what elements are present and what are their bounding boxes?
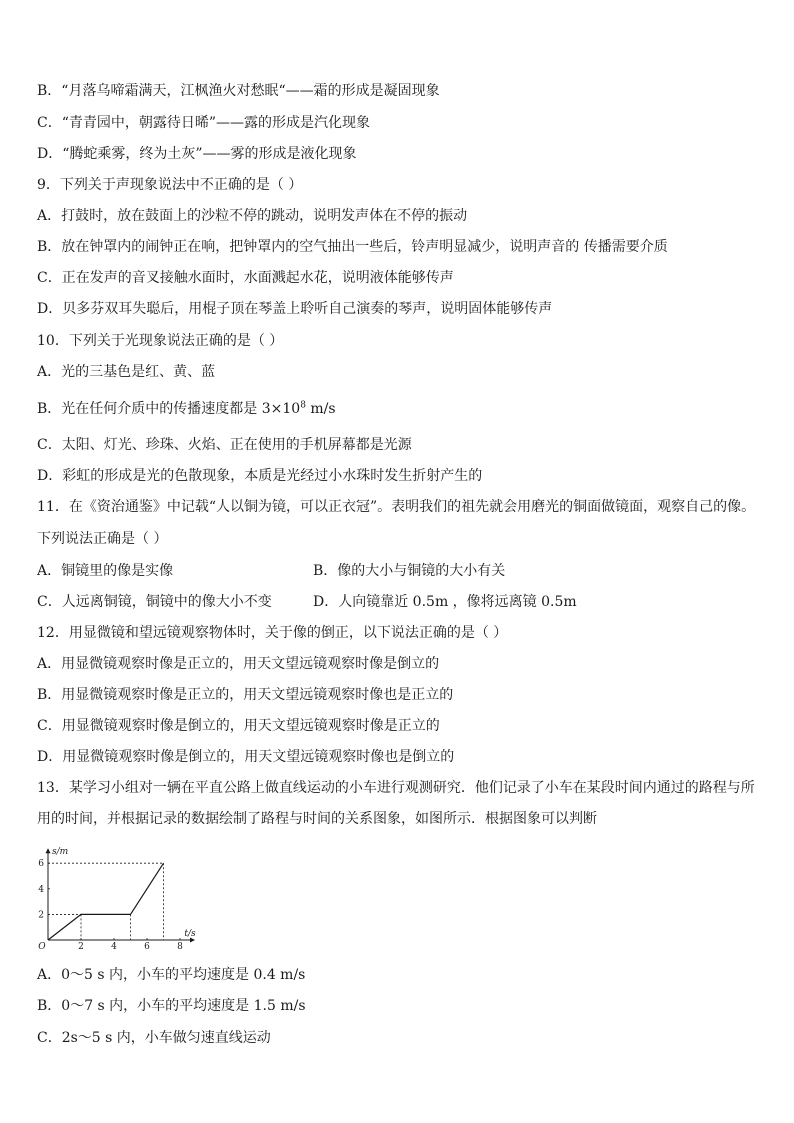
option-b-prefix: B．光在任何介质中的传播速度都是 3×10 <box>37 401 301 417</box>
question-11-stem: 11．在《资治通鉴》中记载“人以铜为镜，可以正衣冠”。表明我们的祖先就会用磨光的铜面做镜面，观察自己的像。 <box>37 499 756 515</box>
text-line: B．0～7 s 内，小车的平均速度是 1.5 m/s <box>37 998 306 1014</box>
graph-guides <box>48 863 164 940</box>
text-line: D．彩虹的形成是光的色散现象，本质是光经过小水珠时发生折射产生的 <box>37 468 483 484</box>
origin-label: O <box>38 942 46 952</box>
option-a: A．铜镜里的像是实像 <box>37 563 174 579</box>
text-line: 下列说法正确是（ ） <box>37 531 168 547</box>
option-d: D．人向镜靠近 0.5m ，像将远离镜 0.5m <box>313 594 577 610</box>
text-line: D．贝多芬双耳失聪后，用棍子顶在琴盖上聆听自己演奏的琴声，说明固体能够传声 <box>37 301 553 317</box>
option-b-suffix: m/s <box>305 401 336 417</box>
option-c: C．人远离铜镜，铜镜中的像大小不变 <box>37 594 272 610</box>
text-line: D．“腾蛇乘雾，终为土灰”——雾的形成是液化现象 <box>37 146 357 162</box>
text-line: C．“青青园中，朝露待日晞”——露的形成是汽化现象 <box>37 115 371 131</box>
text-line: B．用显微镜观察时像是正立的，用天文望远镜观察时像也是正立的 <box>37 687 454 703</box>
text-line: C．太阳、灯光、珍珠、火焰、正在使用的手机屏幕都是光源 <box>37 437 412 453</box>
question-9-stem: 9．下列关于声现象说法中不正确的是（ ） <box>37 177 303 193</box>
text-line: C．2s～5 s 内，小车做匀速直线运动 <box>37 1030 271 1046</box>
graph-axes <box>46 848 196 942</box>
text-line: 用的时间，并根据记录的数据绘制了路程与时间的关系图象，如图所示．根据图象可以判断 <box>37 811 597 827</box>
y-tick-label: 2 <box>38 910 44 921</box>
text-line: B．放在钟罩内的闹钟正在响，把钟罩内的空气抽出一些后，铃声明显减少，说明声音的 传播需要介质 <box>37 239 668 255</box>
y-tick-label: 6 <box>38 859 44 870</box>
exponent: 8 <box>300 400 306 411</box>
graph-series <box>48 863 164 940</box>
text-line: B．“月落乌啼霜满天，江枫渔火对愁眠“——霜的形成是凝固现象 <box>37 83 440 99</box>
question-13-stem: 13．某学习小组对一辆在平直公路上做直线运动的小车进行观测研究．他们记录了小车在某段时间内通过的路程与所 <box>37 780 755 796</box>
text-line: D．用显微镜观察时像是倒立的，用天文望远镜观察时像也是倒立的 <box>37 749 455 765</box>
x-tick-label: 4 <box>111 942 117 952</box>
distance-time-graph <box>30 842 200 952</box>
text-line: A．光的三基色是红、黄、蓝 <box>37 364 216 380</box>
text-line: C．正在发声的音叉接触水面时，水面溅起水花，说明液体能够传声 <box>37 270 454 286</box>
option-b: B．像的大小与铜镜的大小有关 <box>313 563 506 579</box>
question-12-stem: 12．用显微镜和望远镜观察物体时，关于像的倒正，以下说法正确的是（ ） <box>37 625 508 641</box>
series-line <box>48 863 164 940</box>
text-line: C．用显微镜观察时像是倒立的，用天文望远镜观察时像是正立的 <box>37 718 440 734</box>
y-axis-arrow <box>46 848 51 853</box>
question-11-options-row-1 <box>37 562 173 580</box>
question-10-option-b <box>37 400 336 418</box>
text-line: A．打鼓时，放在鼓面上的沙粒不停的跳动，说明发声体在不停的振动 <box>37 208 468 224</box>
text-line: A．0～5 s 内，小车的平均速度是 0.4 m/s <box>37 967 306 983</box>
x-tick-label: 6 <box>144 942 150 952</box>
text-line: A．用显微镜观察时像是正立的，用天文望远镜观察时像是倒立的 <box>37 656 440 672</box>
x-axis-label: t/s <box>184 929 196 939</box>
question-10-stem: 10．下列关于光现象说法正确的是（ ） <box>37 333 284 349</box>
x-tick-label: 8 <box>177 942 183 952</box>
x-tick-label: 2 <box>78 942 84 952</box>
y-axis-label: s/m <box>52 847 69 858</box>
y-tick-label: 4 <box>38 884 44 895</box>
